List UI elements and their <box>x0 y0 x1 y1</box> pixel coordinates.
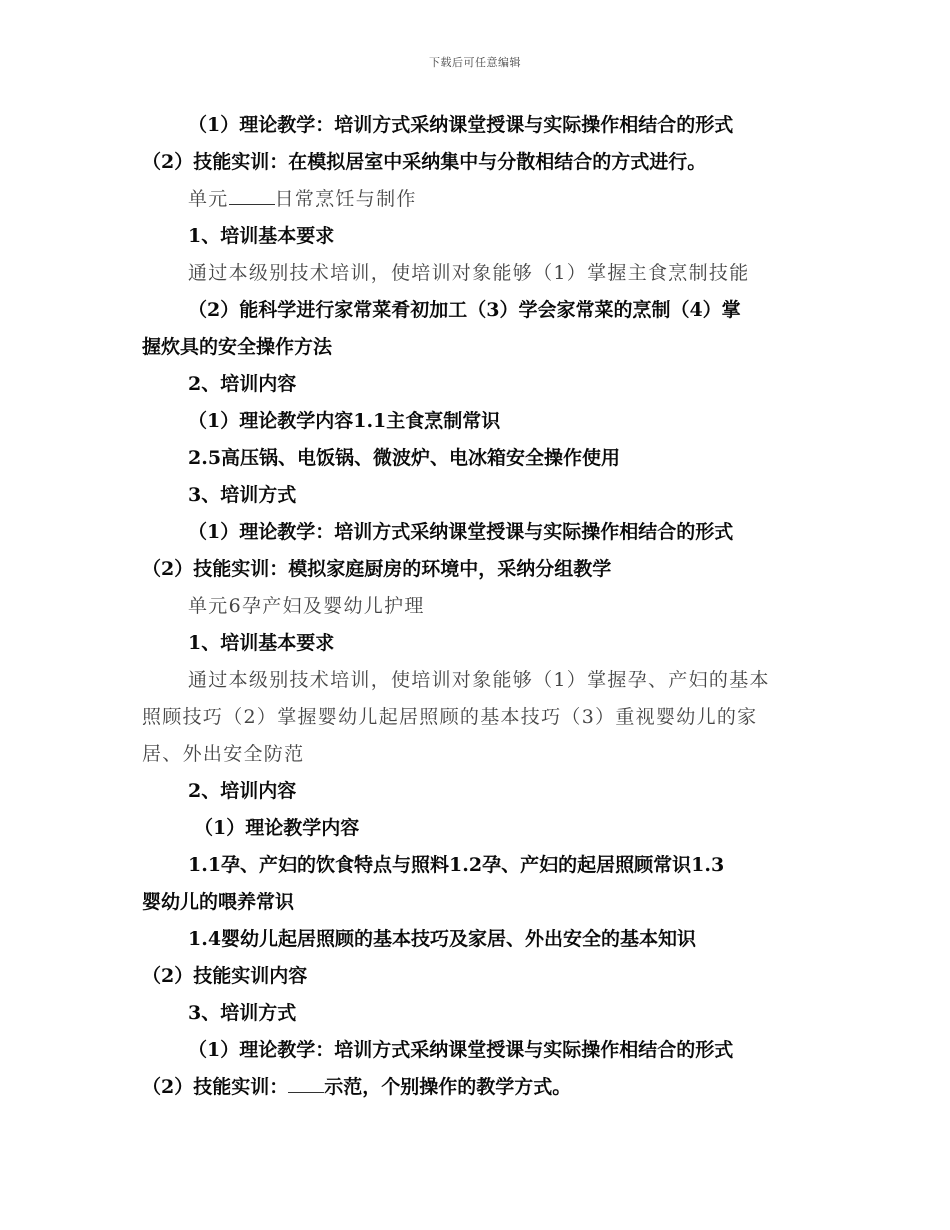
section-heading-requirements-2: 1、培训基本要求 <box>188 632 335 654</box>
skill-training-text: 示范，个别操作的教学方式。 <box>324 1076 572 1098</box>
skill-training-label: （2）技能实训： <box>142 1076 289 1098</box>
requirements-2-text-line-1: 通过本级别技术培训，使培训对象能够（1）掌握孕、产妇的基本 <box>188 669 770 691</box>
requirements-text-line-2: （2）能科学进行家常菜肴初加工（3）学会家常菜的烹制（4）掌 <box>188 299 741 321</box>
appliance-safety-line: 2.5高压锅、电饭锅、微波炉、电冰箱安全操作使用 <box>188 447 621 469</box>
page-header: 下载后可任意编辑 <box>429 56 521 69</box>
unit-title-cooking <box>142 181 814 218</box>
skill-training-method-3 <box>142 1069 814 1106</box>
requirements-text-line-1: 通过本级别技术培训，使培训对象能够（1）掌握主食烹制技能 <box>188 262 750 284</box>
requirements-2-text-line-3: 居、外出安全防范 <box>142 743 305 765</box>
section-heading-content: 2、培训内容 <box>188 373 297 395</box>
unit-label: 单元 <box>188 188 229 210</box>
theory-content-heading-2: （1）理论教学内容 <box>194 817 360 839</box>
section-heading-method-2: 3、培训方式 <box>188 1002 297 1024</box>
skill-training-method-2: （2）技能实训：模拟家庭厨房的环境中，采纳分组教学 <box>142 558 612 580</box>
requirements-2-text-line-2: 照顾技巧（2）掌握婴幼儿起居照顾的基本技巧（3）重视婴幼儿的家 <box>142 706 758 728</box>
theory-content-items-line-2: 婴幼儿的喂养常识 <box>142 891 295 913</box>
document-body <box>142 107 814 1106</box>
section-heading-method: 3、培训方式 <box>188 484 297 506</box>
unit-title-maternal-infant: 单元6孕产妇及婴幼儿护理 <box>188 595 425 617</box>
blank-underline-2 <box>288 1074 324 1093</box>
theory-content-items-line-3: 1.4婴幼儿起居照顾的基本技巧及家居、外出安全的基本知识 <box>188 928 697 950</box>
theory-teaching-method-2: （1）理论教学：培训方式采纳课堂授课与实际操作相结合的形式 <box>188 521 734 543</box>
skill-training-method-1: （2）技能实训：在模拟居室中采纳集中与分散相结合的方式进行。 <box>142 151 707 173</box>
section-heading-requirements: 1、培训基本要求 <box>188 225 335 247</box>
blank-underline <box>229 186 275 205</box>
unit-name: 日常烹饪与制作 <box>274 188 417 210</box>
section-heading-content-2: 2、培训内容 <box>188 780 297 802</box>
theory-content-items-line-1: 1.1孕、产妇的饮食特点与照料1.2孕、产妇的起居照顾常识1.3 <box>188 854 725 876</box>
theory-teaching-method-3: （1）理论教学：培训方式采纳课堂授课与实际操作相结合的形式 <box>188 1039 734 1061</box>
theory-teaching-method-1: （1）理论教学：培训方式采纳课堂授课与实际操作相结合的形式 <box>188 114 734 136</box>
theory-content-line: （1）理论教学内容1.1主食烹制常识 <box>188 410 501 432</box>
skill-content-heading: （2）技能实训内容 <box>142 965 308 987</box>
requirements-text-line-3: 握炊具的安全操作方法 <box>142 336 333 358</box>
